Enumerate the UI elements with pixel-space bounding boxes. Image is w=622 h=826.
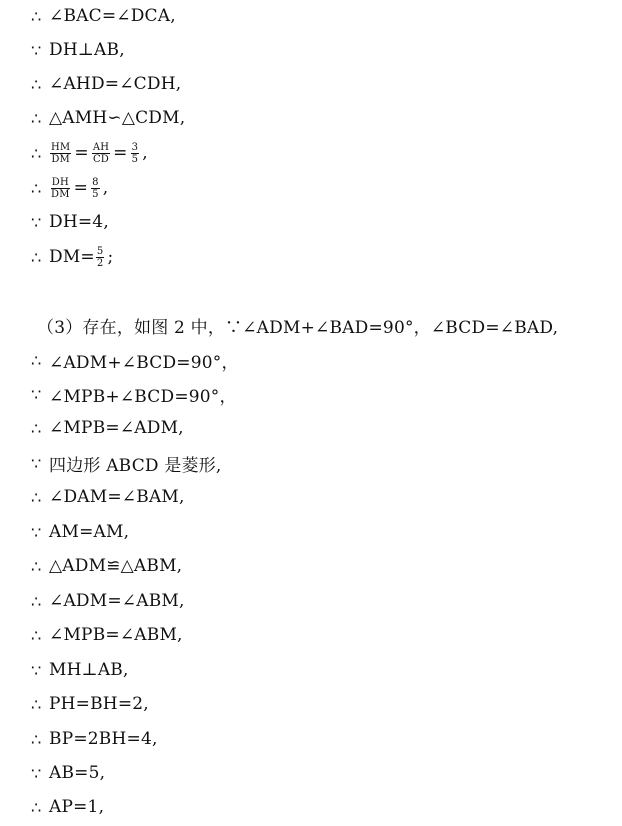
proof-line-14: [31, 485, 185, 509]
proof-text: DH=4,: [49, 212, 109, 232]
equals-sign: =: [113, 143, 128, 163]
proof-text: ∠MPB+∠BCD=90°，: [49, 386, 237, 407]
therefore-symbol: ∴: [31, 418, 42, 438]
fraction-numerator: HM: [51, 141, 71, 153]
because-symbol: ∵: [31, 212, 42, 232]
fraction-denominator: 2: [96, 257, 104, 269]
proof-text: ∠ADM+∠BCD=90°，: [49, 352, 239, 373]
fraction-numerator: AH: [92, 141, 110, 153]
proof-line-part3-heading: [37, 313, 558, 337]
therefore-symbol: ∴: [31, 178, 42, 198]
proof-text: ∠MPB=∠ABM,: [49, 625, 183, 645]
proof-text: ∠MPB=∠ADM,: [49, 418, 184, 438]
proof-line-20: [31, 692, 149, 716]
proof-text: DH⊥AB,: [49, 40, 125, 60]
proof-text: ∠DAM=∠BAM,: [49, 487, 185, 507]
proof-text: PH=BH=2,: [49, 694, 149, 714]
punctuation: ;: [107, 247, 114, 267]
because-symbol: ∵: [31, 453, 42, 473]
proof-line-13: [31, 451, 222, 475]
proof-line-1: [31, 4, 176, 28]
therefore-symbol: ∴: [31, 591, 42, 611]
proof-text: ∠BAC=∠DCA,: [49, 6, 176, 26]
fraction-denominator: DM: [51, 188, 70, 200]
proof-line-21: [31, 727, 158, 751]
proof-text: △AMH∽△CDM,: [49, 108, 186, 128]
proof-text: BP=2BH=4,: [49, 729, 158, 749]
fraction-denominator: 5: [131, 153, 139, 165]
proof-line-8: [31, 245, 113, 269]
fraction-numerator: 8: [92, 176, 99, 188]
proof-line-11: [31, 382, 237, 406]
because-symbol: ∵: [31, 40, 42, 60]
therefore-symbol: ∴: [31, 350, 42, 370]
because-symbol: ∵: [31, 763, 42, 783]
fraction-numerator: 3: [131, 141, 139, 153]
fraction-numerator: DH: [51, 176, 69, 188]
proof-line-16: [31, 554, 182, 578]
proof-line-12: [31, 416, 184, 440]
proof-text: DM=: [49, 247, 95, 267]
punctuation: ,: [142, 143, 148, 163]
fraction-denominator: DM: [51, 153, 71, 165]
therefore-symbol: ∴: [31, 797, 42, 817]
therefore-symbol: ∴: [31, 556, 42, 576]
proof-line-22: [31, 761, 105, 785]
fraction-8-5: [91, 177, 100, 200]
proof-text: AP=1,: [49, 797, 105, 817]
proof-line-23: [31, 795, 104, 819]
proof-line-10: [31, 348, 239, 372]
proof-text: ∠ADM=∠ABM,: [49, 591, 185, 611]
proof-line-2: [31, 38, 125, 62]
proof-line-3: [31, 72, 181, 96]
fraction-hm-dm: [50, 142, 71, 165]
equals-sign: =: [73, 178, 89, 198]
proof-text: （3）存在，如图 2 中，∵∠ADM+∠BAD=90°，∠BCD=∠BAD,: [37, 317, 559, 338]
proof-line-5: [31, 141, 148, 165]
fraction-dh-dm: [50, 177, 71, 200]
punctuation: ,: [102, 178, 109, 198]
fraction-ah-cd: [92, 142, 110, 165]
proof-line-17: [31, 589, 185, 613]
proof-line-19: [31, 658, 129, 682]
therefore-symbol: ∴: [31, 143, 42, 163]
proof-line-7: [31, 210, 109, 234]
therefore-symbol: ∴: [31, 729, 42, 749]
proof-text: AB=5,: [49, 763, 106, 783]
fraction-5-2: [96, 246, 105, 269]
fraction-denominator: CD: [92, 153, 110, 165]
proof-line-4: [31, 106, 185, 130]
fraction-3-5: [131, 142, 140, 165]
because-symbol: ∵: [31, 522, 42, 542]
therefore-symbol: ∴: [31, 108, 42, 128]
therefore-symbol: ∴: [31, 694, 42, 714]
proof-text: △ADM≌△ABM,: [49, 556, 183, 576]
proof-line-15: [31, 520, 129, 544]
because-symbol: ∵: [31, 384, 42, 404]
therefore-symbol: ∴: [31, 6, 42, 26]
equals-sign: =: [74, 143, 89, 163]
therefore-symbol: ∴: [31, 247, 42, 267]
proof-line-6: [31, 176, 108, 200]
proof-text: ∠AHD=∠CDH,: [49, 74, 182, 94]
proof-text: 四边形 ABCD 是菱形,: [49, 455, 222, 476]
therefore-symbol: ∴: [31, 625, 42, 645]
fraction-numerator: 5: [96, 245, 104, 257]
because-symbol: ∵: [31, 660, 42, 680]
proof-line-18: [31, 623, 183, 647]
therefore-symbol: ∴: [31, 487, 42, 507]
therefore-symbol: ∴: [31, 74, 42, 94]
proof-text: AM=AM,: [49, 522, 130, 542]
proof-text: MH⊥AB,: [49, 660, 129, 680]
fraction-denominator: 5: [92, 188, 99, 200]
